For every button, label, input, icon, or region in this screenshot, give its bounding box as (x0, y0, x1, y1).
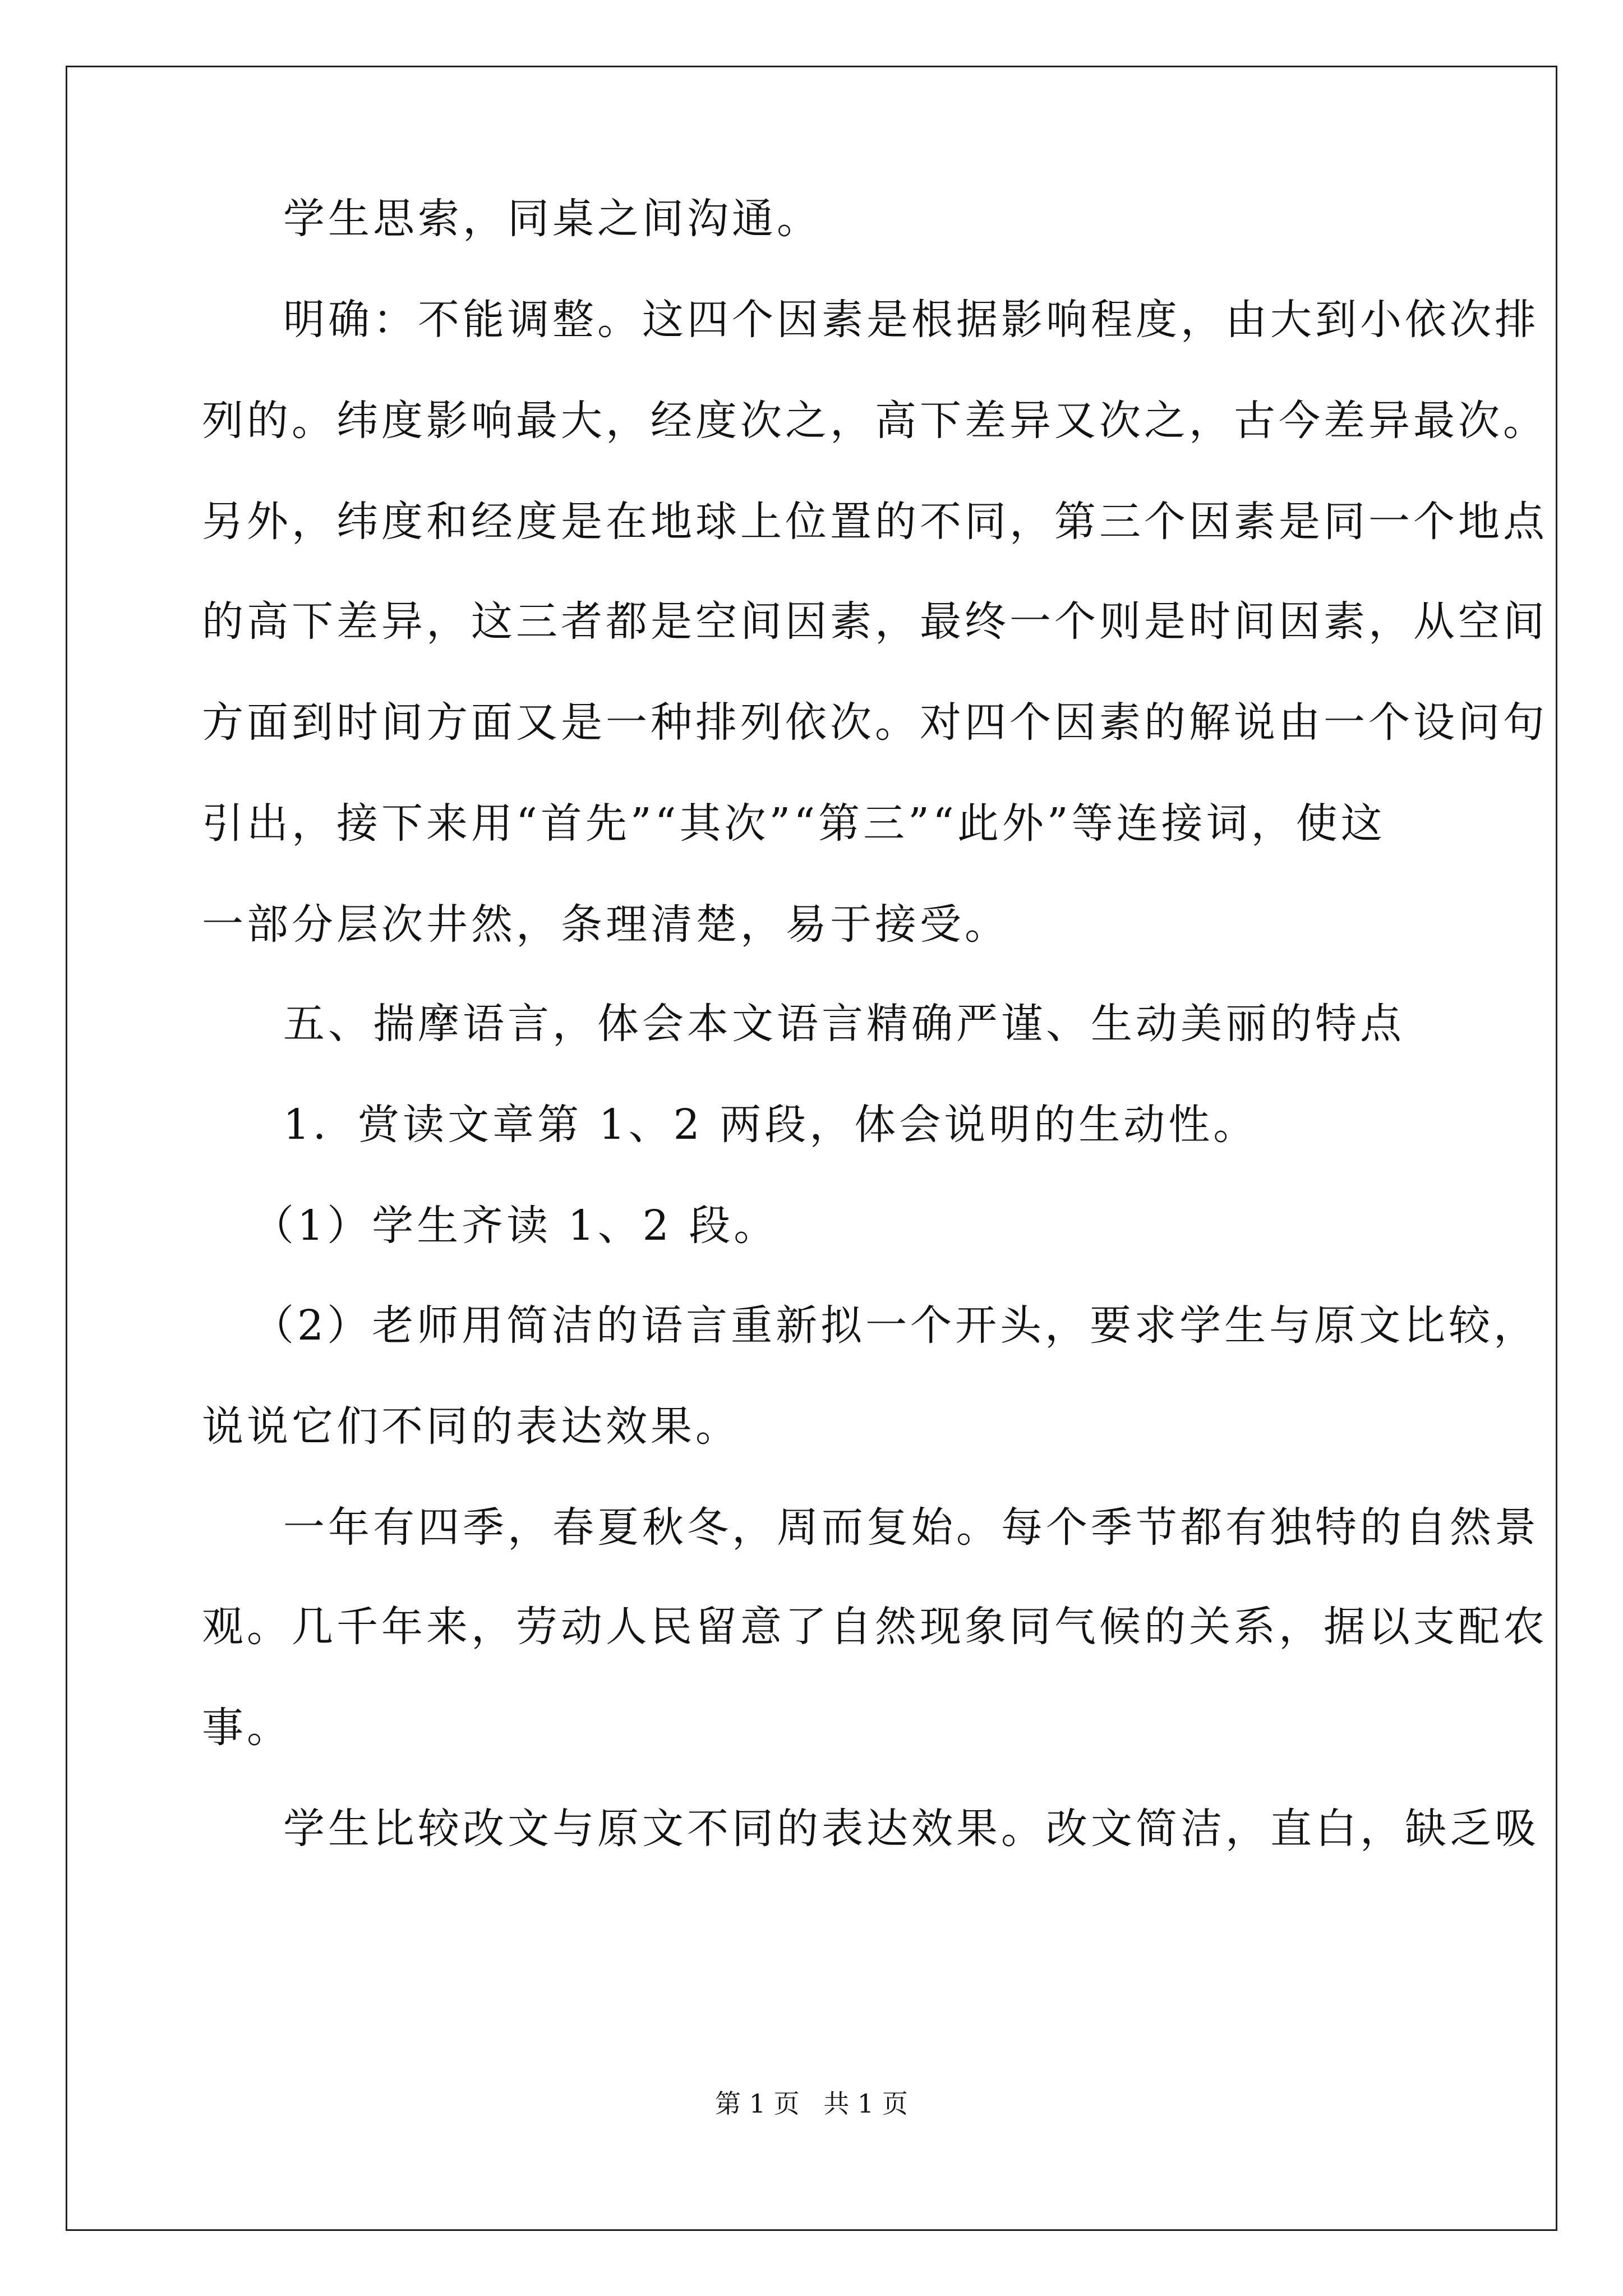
text-line: 一部分层次井然，条理清楚，易于接受。 (202, 900, 1009, 949)
text-line: 另外，纬度和经度是在地球上位置的不同，第三个因素是同一个地点 (202, 498, 1548, 546)
text-line: 方面到时间方面又是一种排列依次。对四个因素的解说由一个设问句 (202, 698, 1548, 747)
text-line: （2）老师用简洁的语言重新拟一个开头，要求学生与原文比较， (252, 1301, 1539, 1350)
text-line: 说说它们不同的表达效果。 (202, 1402, 740, 1451)
page-footer (0, 2088, 1623, 2119)
text-line: 事。 (202, 1704, 292, 1752)
text-line: 引出，接下来用“首先”“其次”“第三”“此外”等连接词，使这 (202, 799, 1386, 848)
text-line: 列的。纬度影响最大，经度次之，高下差异又次之，古今差异最次。 (202, 397, 1548, 445)
section-heading: 五、揣摩语言，体会本文语言精确严谨、生动美丽的特点 (283, 1000, 1405, 1048)
text-line: 的高下差异，这三者都是空间因素，最终一个则是时间因素，从空间 (202, 597, 1548, 646)
text-line: （1）学生齐读 1、2 段。 (252, 1202, 779, 1250)
text-line: 学生比较改文与原文不同的表达效果。改文简洁，直白，缺乏吸 (283, 1805, 1539, 1853)
text-line: 1．赏读文章第 1、2 两段，体会说明的生动性。 (283, 1101, 1258, 1149)
page-current: 第 1 页 (715, 2088, 800, 2119)
text-line: 学生思索，同桌之间沟通。 (283, 195, 822, 243)
text-line: 观。几千年来，劳动人民留意了自然现象同气候的关系，据以支配农 (202, 1603, 1548, 1651)
text-line: 明确：不能调整。这四个因素是根据影响程度，由大到小依次排 (283, 296, 1539, 344)
page-total: 共 1 页 (823, 2088, 908, 2119)
text-line: 一年有四季，春夏秋冬，周而复始。每个季节都有独特的自然景 (283, 1503, 1539, 1552)
